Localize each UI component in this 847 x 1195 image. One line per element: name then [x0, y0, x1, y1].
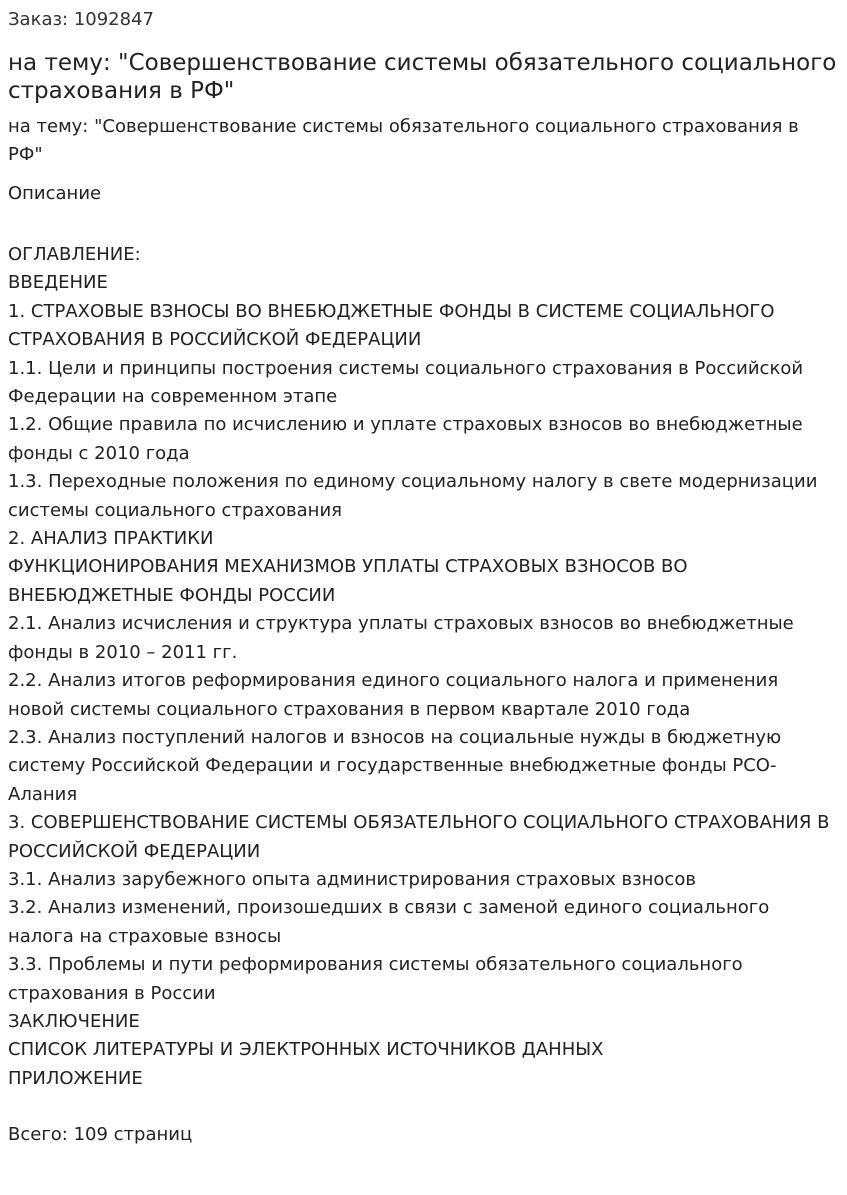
toc-item: 1.1. Цели и принципы построения системы социального страхования в Российской Федерации на современном этапе	[8, 357, 804, 408]
toc-item: 1.3. Переходные положения по единому социальному налогу в свете модернизации системы социального страхования	[8, 471, 818, 521]
table-of-contents	[8, 241, 839, 1093]
toc-item: 3.2. Анализ изменений, произошедших в связи с заменой единого социального налога на страховые взносы	[8, 897, 770, 947]
toc-item: 2.2. Анализ итогов реформирования единого социального налога и применения новой системы социального страхования в первом квартале 2010 года	[8, 670, 779, 720]
toc-item: 3.3. Проблемы и пути реформирования системы обязательного социального страхования в России	[8, 954, 743, 1004]
toc-item: 3. СОВЕРШЕНСТВОВАНИЕ СИСТЕМЫ ОБЯЗАТЕЛЬНОГО СОЦИАЛЬНОГО СТРАХОВАНИЯ В РОССИЙСКОЙ ФЕДЕРАЦИИ	[8, 812, 830, 862]
toc-item: 2. АНАЛИЗ ПРАКТИКИ	[8, 528, 214, 550]
toc-item: 2.3. Анализ поступлений налогов и взносов на социальные нужды в бюджетную систему Российской Федерации и государственные внебюджетные фонды РСО-Алания	[8, 726, 782, 805]
toc-item: СПИСОК ЛИТЕРАТУРЫ И ЭЛЕКТРОННЫХ ИСТОЧНИКОВ ДАННЫХ	[8, 1039, 604, 1061]
toc-heading: ОГЛАВЛЕНИЕ:	[8, 244, 141, 265]
toc-item: 2.1. Анализ исчисления и структура уплаты страховых взносов во внебюджетные фонды в 2010 – 2011 гг.	[8, 613, 794, 663]
toc-item: 1. СТРАХОВЫЕ ВЗНОСЫ ВО ВНЕБЮДЖЕТНЫЕ ФОНДЫ В СИСТЕМЕ СОЦИАЛЬНОГО СТРАХОВАНИЯ В РОССИЙСКОЙ ФЕДЕРАЦИИ	[8, 300, 775, 351]
page-title: на тему: "Совершенствование системы обязательного социального страхования в РФ"	[8, 50, 837, 104]
toc-item: ЗАКЛЮЧЕНИЕ	[8, 1010, 140, 1032]
order-number: Заказ: 1092847	[8, 9, 154, 30]
toc-item: 3.1. Анализ зарубежного опыта администрирования страховых взносов	[8, 868, 696, 890]
description-label: Описание	[8, 183, 102, 204]
toc-item: ВВЕДЕНИЕ	[8, 272, 108, 294]
page-subtitle: на тему: "Совершенствование системы обязательного социального страхования в РФ"	[8, 116, 799, 165]
page-count: Всего: 109 страниц	[8, 1124, 193, 1146]
toc-item: 1.2. Общие правила по исчислению и уплате страховых взносов во внебюджетные фонды с 2010 года	[8, 414, 803, 464]
toc-item: ПРИЛОЖЕНИЕ	[8, 1067, 143, 1089]
toc-item: ФУНКЦИОНИРОВАНИЯ МЕХАНИЗМОВ УПЛАТЫ СТРАХОВЫХ ВЗНОСОВ ВО ВНЕБЮДЖЕТНЫЕ ФОНДЫ РОССИИ	[8, 556, 688, 606]
